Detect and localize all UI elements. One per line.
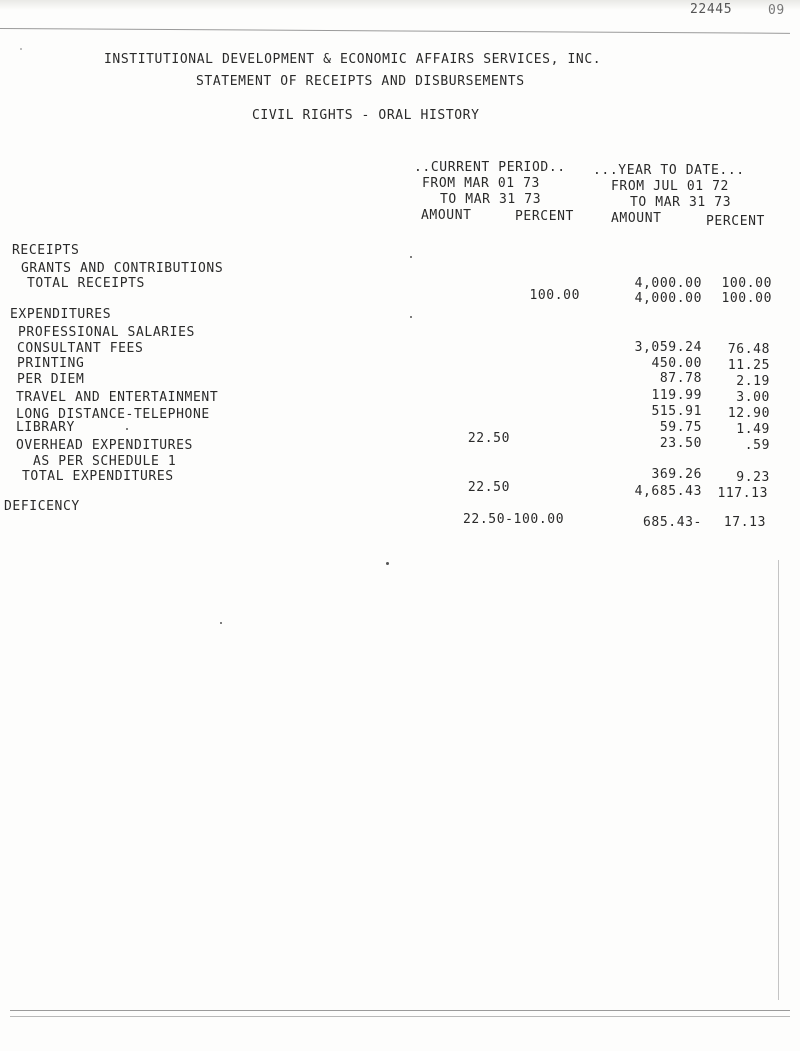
bottom-rule-2 — [10, 1016, 790, 1017]
expenditure-current-amount: 22.50 — [467, 431, 510, 446]
grants-ytd-amount: 4,000.00 — [634, 276, 702, 291]
deficiency-ytd-amount: 685.43- — [643, 515, 702, 530]
scan-speck — [386, 562, 389, 565]
expenditure-ytd-amount: 515.91 — [651, 404, 702, 419]
bottom-rule — [10, 1010, 790, 1011]
receipts-heading: RECEIPTS — [12, 243, 80, 258]
expenditure-ytd-percent: 3.00 — [736, 390, 770, 405]
ytd-amount-header: AMOUNT — [611, 211, 662, 226]
total-expenditures-ytd-amount: 4,685.43 — [634, 484, 702, 499]
total-receipts-ytd-amount: 4,000.00 — [634, 291, 702, 306]
total-receipts-ytd-percent: 100.00 — [721, 291, 772, 306]
ytd-from: FROM JUL 01 72 — [611, 179, 729, 194]
total-expenditures-label: TOTAL EXPENDITURES — [22, 469, 174, 484]
page-top-edge — [0, 0, 800, 10]
expenditure-ytd-percent: 9.23 — [736, 470, 770, 485]
expenditure-ytd-amount: 450.00 — [651, 356, 702, 371]
expenditure-label: PRINTING — [17, 356, 85, 371]
expenditure-label: PER DIEM — [17, 372, 85, 387]
expenditure-ytd-percent: 76.48 — [727, 342, 770, 357]
organization-title: INSTITUTIONAL DEVELOPMENT & ECONOMIC AFFAIRS SERVICES, INC. — [104, 52, 602, 67]
total-receipts-label: TOTAL RECEIPTS — [27, 276, 145, 291]
document-page-number: 09 — [768, 3, 785, 18]
expenditure-ytd-percent: 12.90 — [727, 406, 770, 421]
expenditure-ytd-amount: 23.50 — [659, 436, 702, 451]
current-period-to: TO MAR 31 73 — [440, 192, 542, 207]
expenditure-label: AS PER SCHEDULE 1 — [33, 454, 177, 469]
total-expenditures-ytd-percent: 117.13 — [717, 486, 768, 501]
current-percent-header: PERCENT — [515, 209, 574, 224]
deficiency-current: 22.50-100.00 — [463, 512, 565, 527]
expenditure-ytd-amount: 87.78 — [659, 371, 702, 386]
deficiency-label: DEFICENCY — [4, 499, 80, 514]
project-title: CIVIL RIGHTS - ORAL HISTORY — [252, 108, 480, 123]
expenditure-ytd-amount: 369.26 — [651, 467, 702, 482]
expenditure-ytd-amount: 3,059.24 — [634, 340, 702, 355]
expenditure-label: TRAVEL AND ENTERTAINMENT — [16, 390, 219, 405]
expenditure-ytd-amount: 59.75 — [659, 420, 702, 435]
expenditures-heading: EXPENDITURES — [10, 307, 112, 322]
ytd-percent-header: PERCENT — [706, 214, 765, 229]
statement-title: STATEMENT OF RECEIPTS AND DISBURSEMENTS — [196, 74, 525, 89]
current-amount-header: AMOUNT — [421, 208, 472, 223]
expenditure-ytd-percent: 11.25 — [727, 358, 770, 373]
top-rule — [0, 28, 790, 34]
current-period-heading: ..CURRENT PERIOD.. — [414, 160, 566, 175]
grants-label: GRANTS AND CONTRIBUTIONS — [21, 261, 224, 276]
expenditure-ytd-amount: 119.99 — [651, 388, 702, 403]
expenditure-label: LONG DISTANCE-TELEPHONE — [16, 407, 210, 422]
ytd-to: TO MAR 31 73 — [630, 195, 732, 210]
scan-speck — [20, 48, 22, 50]
expenditure-label: LIBRARY — [16, 420, 75, 435]
expenditure-ytd-percent: .59 — [744, 438, 770, 453]
scan-speck — [410, 256, 412, 258]
expenditure-ytd-percent: 1.49 — [736, 422, 770, 437]
total-expenditures-current-amount: 22.50 — [467, 480, 510, 495]
current-period-from: FROM MAR 01 73 — [422, 176, 540, 191]
deficiency-ytd-percent: 17.13 — [723, 515, 766, 530]
expenditure-ytd-percent: 2.19 — [736, 374, 770, 389]
total-receipts-current-percent: 100.00 — [529, 288, 580, 303]
expenditure-label: OVERHEAD EXPENDITURES — [16, 438, 193, 453]
scan-speck — [220, 622, 222, 624]
expenditure-label: CONSULTANT FEES — [17, 341, 144, 356]
document-number: 22445 — [690, 2, 733, 17]
right-edge-rule — [778, 560, 779, 1000]
ytd-heading: ...YEAR TO DATE... — [593, 163, 745, 178]
scan-speck — [126, 428, 128, 430]
scan-speck — [410, 316, 412, 318]
grants-ytd-percent: 100.00 — [721, 276, 772, 291]
expenditure-label: PROFESSIONAL SALARIES — [18, 325, 195, 340]
